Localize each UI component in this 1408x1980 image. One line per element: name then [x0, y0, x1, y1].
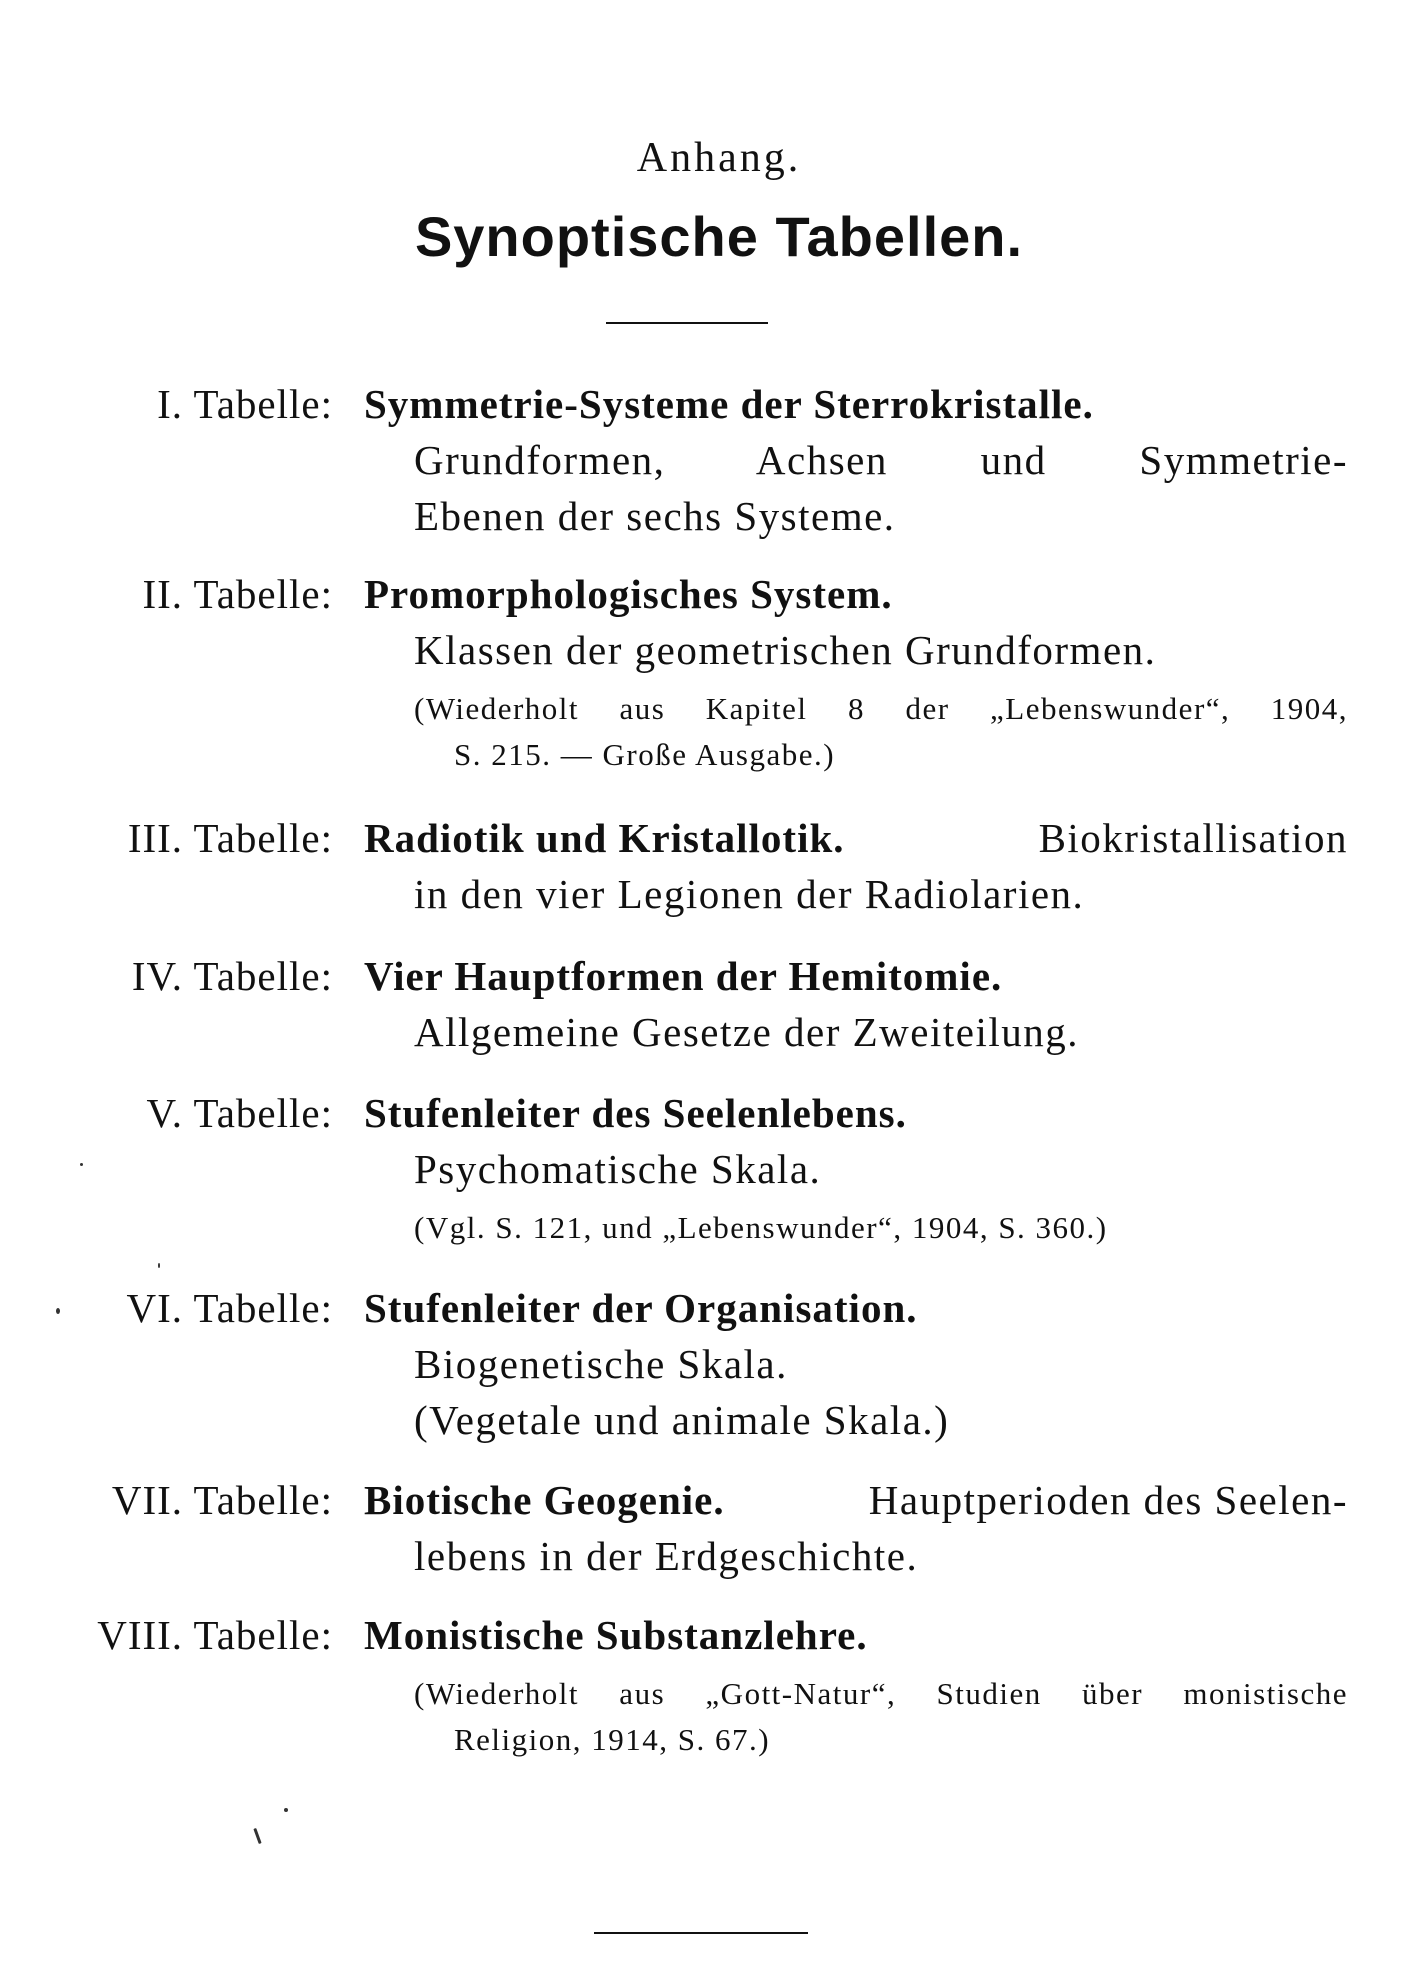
entry-note-line: S. 215. — Große Ausgabe.): [454, 737, 836, 772]
entry-heading-continuation: Biokristallisation: [1038, 815, 1348, 861]
entry-label: I. Tabelle:: [157, 381, 333, 427]
entry-description-line: Biogenetische Skala.: [414, 1341, 788, 1387]
appendix-label: Anhang.: [636, 135, 802, 181]
entry-heading: Biotische Geogenie.: [364, 1477, 725, 1523]
entry-label: IV. Tabelle:: [131, 953, 333, 999]
scan-speck: [56, 1308, 60, 1314]
entry-heading: Promorphologisches System.: [364, 571, 893, 617]
title-divider: [606, 322, 768, 324]
entry-heading: Monistische Substanzlehre.: [364, 1612, 868, 1658]
entry-label: VII. Tabelle:: [111, 1477, 333, 1523]
entry-description-line: lebens in der Erdgeschichte.: [414, 1533, 919, 1579]
entry-heading-continuation: Hauptperioden des Seelen-: [868, 1477, 1348, 1523]
entry-description-line: Grundformen, Achsen und Symmetrie-: [414, 437, 1348, 483]
entry-note-line: (Wiederholt aus Kapitel 8 der „Lebenswunder“, 1904,: [414, 691, 1348, 726]
entry-label: II. Tabelle:: [142, 571, 333, 617]
page-title: Synoptische Tabellen.: [414, 205, 1024, 268]
entry-note-line: (Vgl. S. 121, und „Lebenswunder“, 1904, S. 360.): [414, 1210, 1108, 1245]
entry-description-line: Allgemeine Gesetze der Zweiteilung.: [414, 1009, 1079, 1055]
scan-speck: [284, 1808, 288, 1812]
bottom-divider: [594, 1932, 808, 1934]
entry-note-line: (Wiederholt aus „Gott-Natur“, Studien über monistische: [414, 1676, 1348, 1711]
entry-label: V. Tabelle:: [146, 1090, 333, 1136]
entry-heading: Stufenleiter der Organisation.: [364, 1285, 918, 1331]
entry-description-line: in den vier Legionen der Radiolarien.: [414, 871, 1085, 917]
entry-note-line: Religion, 1914, S. 67.): [454, 1722, 771, 1757]
entry-description-line: Klassen der geometrischen Grundformen.: [414, 627, 1157, 673]
scan-speck: [253, 1828, 261, 1844]
entry-description-line: (Vegetale und animale Skala.): [414, 1397, 950, 1443]
entry-label: III. Tabelle:: [127, 815, 333, 861]
entry-description-line: Ebenen der sechs Systeme.: [414, 493, 896, 539]
entry-heading: Radiotik und Kristallotik.: [364, 815, 845, 861]
entry-label: VIII. Tabelle:: [97, 1612, 333, 1658]
entry-heading: Stufenleiter des Seelenlebens.: [364, 1090, 907, 1136]
entry-heading: Vier Hauptformen der Hemitomie.: [364, 953, 1003, 999]
entry-heading: Symmetrie-Systeme der Sterrokristalle.: [364, 381, 1094, 427]
entry-label: VI. Tabelle:: [126, 1285, 333, 1331]
scan-speck: [80, 1163, 83, 1166]
scan-speck: [158, 1263, 160, 1268]
entry-description-line: Psychomatische Skala.: [414, 1146, 822, 1192]
